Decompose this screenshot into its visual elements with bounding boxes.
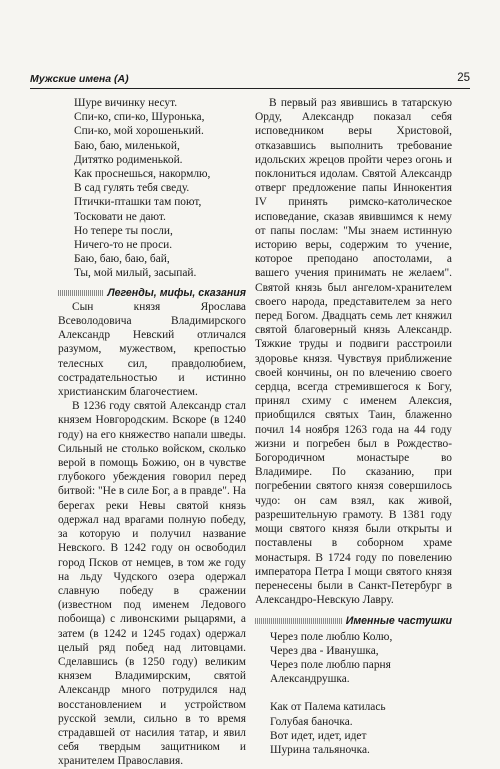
body-paragraph: В первый раз явившись в татарскую Орду, Александр показал себя исповедником веры Христовой, отказавшись выполнить требование идольских жрецов пройти через огонь и поклониться идолам. Святой Александр отверг предложение папы Иннокентия IV принять римско-католическое исповедание, сказав явившимся к нему от папы послам: "Мы знаем истинную историю веры, содержим то учение, которое преподано апостолами, а вашего учения принимать не желаем". Святой князь был ангелом-хранителем своего народа, представителем за него перед Богом. Двадцать семь лет княжил святой благоверный князь Александр. Тяжкие труды и подвиги расстроили здоровье князя. Чувствуя приближение своей кончины, он по влечению своего сердца, всегда стремившегося к Богу, принял схиму с именем Алексия, приобщился святых Таин, блаженно почил 14 ноября 1263 года на 44 году жизни и погребен был в Рождество-Богородичном монастыре во Владимире. По сказанию, при погребении святого князя совершилось чудо: он сам взял, как живой, разрешительную грамоту. В 1381 году мощи святого князя были открыты и поставлены в соборном храме монастыря. В 1724 году по повелению императора Петра I мощи святого князя перенесены были в Санкт-Петербург в Александро-Невскую Лавру.: [255, 97, 452, 607]
heading-text: Именные частушки: [345, 615, 452, 628]
section-heading-legends: [58, 286, 246, 300]
right-column: [255, 96, 452, 757]
left-column: [58, 96, 246, 769]
page-number: 25: [457, 72, 470, 84]
chastushka-stanza-2: [255, 700, 452, 757]
verse-line: Александрушка.: [270, 673, 350, 686]
verse-line: Но тепере ты посли,: [74, 224, 173, 237]
heading-text: Легенды, мифы, сказания: [107, 286, 246, 299]
header-rule: [30, 88, 470, 89]
verse-line: Как от Палема катилась: [270, 701, 386, 714]
verse-line: Баю, баю, баю, бай,: [74, 253, 170, 266]
verse-line: Птички-пташки там поют,: [74, 196, 202, 209]
section-heading-chastushki: [255, 614, 452, 628]
heading-leader: [255, 618, 342, 624]
stanza-gap: [255, 686, 452, 700]
verse-line: Через два - Иванушка,: [270, 644, 379, 657]
body-paragraph: В 1236 году святой Александр стал князем Новгородским. Вскоре (в 1240 году) на его княжество напали шведы. Сильный не столько войском, сколько верой в помощь Божию, он в чувстве глубокого убеждения говорил перед битвой: "Не в силе Бог, а в правде". На берегах реки Невы святой князь одержал над врагами полную победу, за которую и получил название Невского. В 1242 году он освободил город Псков от немцев, в том же году на льду Чудского озера одержал славную победу в сражении (известном под именем Ледового побоища) с ливонскими рыцарями, а затем (в 1242 и 1245 годах) одержал целый ряд побед над литовцами. Сделавшись (в 1250 году) великим князем Владимирским, святой Александр много потрудился над восстановлением и устройством русской земли, сильно в то время страдавшей от насилия татар, и явил себя твердым защитником и хранителем Православия.: [58, 400, 246, 768]
verse-line: Ты, мой милый, засыпай.: [74, 267, 197, 280]
heading-leader: [58, 290, 103, 296]
verse-line: Через поле люблю Колю,: [270, 630, 393, 643]
verse-line: В сад гулять тебя сведу.: [74, 182, 190, 195]
verse-line: Шуре вичинку несут.: [74, 97, 178, 109]
verse-line: Дитятко родименькой.: [74, 153, 183, 166]
body-paragraph: Сын князя Ярослава Всеволодовича Владимирского Александр Невский отличался разумом, мужеством, крепостью телесных сил, правдолюбием, сострадательностью и истинно христианским благочестием.: [58, 300, 246, 399]
verse-line: Спи-ко, мой хорошенький.: [74, 125, 204, 138]
lullaby-verse: [58, 96, 246, 281]
verse-line: Вот идет, идет, идет: [270, 729, 367, 742]
verse-line: Через поле люблю парня: [270, 658, 391, 671]
verse-line: Голубая баночка.: [270, 715, 353, 728]
running-header: [30, 73, 470, 89]
verse-line: Спи-ко, спи-ко, Шуронька,: [74, 111, 205, 124]
running-title: Мужские имена (А): [30, 73, 129, 85]
chastushka-stanza-1: [255, 630, 452, 687]
verse-line: Тосковати не дают.: [74, 210, 166, 223]
verse-line: Баю, баю, миленькой,: [74, 139, 180, 152]
verse-line: Как проснешься, накормлю,: [74, 168, 211, 181]
verse-line: Шурина тальяночка.: [270, 743, 370, 756]
verse-line: Ничего-то не проси.: [74, 239, 173, 252]
